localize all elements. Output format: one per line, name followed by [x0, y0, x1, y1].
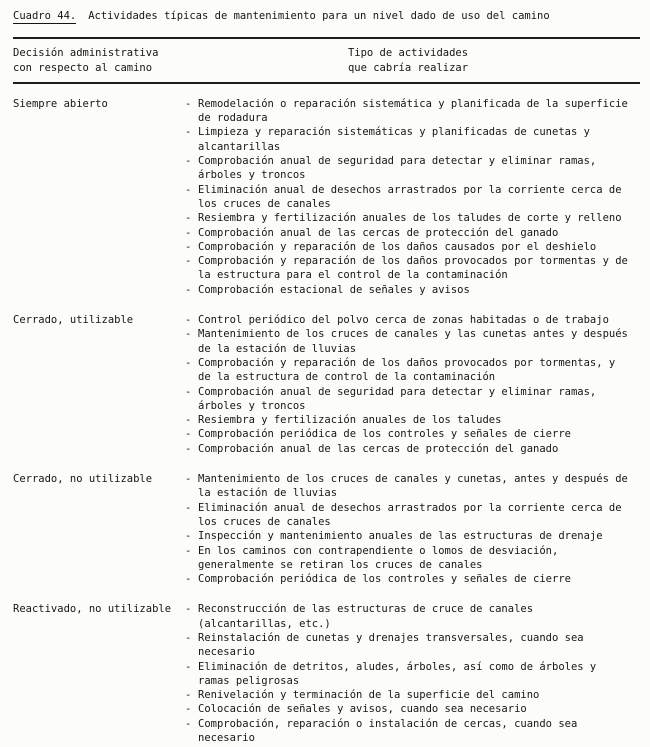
activity-text: Control periódico del polvo cerca de zonas habitadas o de trabajo — [198, 314, 609, 327]
activity-item — [185, 688, 640, 702]
activity-item — [185, 125, 640, 154]
activity-text: Comprobación, reparación o instalación de cercas, cuando sea necesario — [198, 717, 578, 745]
decision-label: Cerrado, no utilizable — [13, 473, 153, 486]
activity-text: Comprobación y reparación de los daños provocados por tormentas y de la estructura para el control de la contaminación — [198, 255, 628, 282]
activity-item — [185, 544, 640, 573]
activity-text: En los caminos con contrapendiente o lomos de desviación, generalmente se retiran los cruces de canales — [198, 544, 559, 571]
activity-text: Mantenimiento de los cruces de canales y las cunetas antes y después de la estación de lluvias — [198, 328, 628, 355]
column-header-decision — [13, 46, 185, 75]
activity-text: Comprobación anual de las cercas de protección del ganado — [198, 442, 559, 455]
activity-text: Colocación de señales y avisos, cuando sea necesario — [198, 703, 527, 716]
bullet-dash: - — [185, 414, 192, 427]
activity-item — [185, 602, 640, 631]
activity-item — [185, 327, 640, 356]
activity-item — [185, 254, 640, 283]
activity-text: Comprobación y reparación de los daños causados por el deshielo — [198, 240, 597, 253]
activity-text: Comprobación periódica de los controles y señales de cierre — [198, 428, 571, 441]
bullet-dash: - — [185, 385, 192, 398]
activity-item — [185, 472, 640, 501]
bullet-dash: - — [185, 631, 192, 644]
activity-text: Limpieza y reparación sistemáticas y planificadas de cunetas y alcantarillas — [198, 126, 590, 153]
bullet-dash: - — [185, 717, 192, 730]
activity-item — [185, 313, 640, 327]
activity-item — [185, 183, 640, 212]
bullet-dash: - — [185, 442, 192, 455]
activity-item — [185, 442, 640, 456]
bullet-dash: - — [185, 283, 192, 296]
activity-item — [185, 529, 640, 543]
activity-text: Remodelación o reparación sistemática y planificada de la superficie de rodadura — [198, 97, 628, 125]
activity-text: Reconstrucción de las estructuras de cruce de canales (alcantarillas, etc.) — [198, 603, 534, 630]
activity-text: Eliminación anual de desechos arrastrados por la corriente cerca de los cruces de canales — [198, 183, 622, 210]
activity-item — [185, 660, 640, 689]
activity-item — [185, 631, 640, 660]
table-row — [13, 472, 640, 586]
bullet-dash: - — [185, 501, 192, 514]
bullet-dash: - — [185, 97, 192, 110]
bullet-dash: - — [185, 212, 192, 225]
column-header-activities-line1: Tipo de actividades — [347, 47, 469, 60]
bullet-dash: - — [185, 183, 192, 196]
activity-text: Comprobación anual de las cercas de protección del ganado — [198, 226, 559, 239]
activity-item — [185, 385, 640, 414]
top-rule — [13, 37, 640, 39]
bullet-dash: - — [185, 689, 192, 702]
header-rule — [13, 82, 640, 84]
activity-item — [185, 226, 640, 240]
column-header-decision-line1: Decisión administrativa — [13, 47, 159, 60]
table-row — [13, 602, 640, 745]
activity-item — [185, 427, 640, 441]
bullet-dash: - — [185, 226, 192, 239]
bullet-dash: - — [185, 660, 192, 673]
activity-text: Comprobación anual de seguridad para detectar y eliminar ramas, árboles y troncos — [198, 385, 597, 412]
bullet-dash: - — [185, 428, 192, 441]
activity-text: Inspección y mantenimiento anuales de las estructuras de drenaje — [198, 530, 603, 543]
decision-label: Siempre abierto — [13, 97, 108, 110]
activity-item — [185, 702, 640, 716]
table-title — [13, 9, 640, 23]
bullet-dash: - — [185, 473, 192, 486]
bullet-dash: - — [185, 314, 192, 327]
activity-text: Comprobación y reparación de los daños provocados por tormentas, y de la estructura de control de la contaminación — [198, 356, 616, 384]
activities-list — [185, 97, 640, 297]
bullet-dash: - — [185, 573, 192, 586]
table-title-text: Actividades típicas de mantenimiento para un nivel dado de uso del camino — [88, 10, 550, 22]
bullet-dash: - — [185, 703, 192, 716]
activity-item — [185, 211, 640, 225]
activity-text: Comprobación periódica de los controles y señales de cierre — [198, 573, 571, 586]
bullet-dash: - — [185, 603, 192, 616]
activity-item — [185, 413, 640, 427]
bullet-dash: - — [185, 530, 192, 543]
activity-item — [185, 240, 640, 254]
activity-item — [185, 97, 640, 126]
activity-item — [185, 154, 640, 183]
bullet-dash: - — [185, 240, 192, 253]
activity-text: Reinstalación de cunetas y drenajes transversales, cuando sea necesario — [198, 631, 584, 659]
activity-text: Comprobación anual de seguridad para detectar y eliminar ramas, árboles y troncos — [198, 155, 597, 182]
bullet-dash: - — [185, 328, 192, 341]
column-header-activities-line2: que cabría realizar — [347, 61, 469, 74]
activity-item — [185, 356, 640, 385]
table-body — [13, 97, 640, 745]
table-title-label: Cuadro 44. — [13, 10, 77, 22]
activity-item — [185, 283, 640, 297]
activities-list — [185, 472, 640, 586]
table-header — [13, 46, 640, 75]
decision-label: Reactivado, no utilizable — [13, 603, 172, 616]
activities-list — [185, 602, 640, 745]
bullet-dash: - — [185, 356, 192, 369]
activity-item — [185, 572, 640, 586]
activity-text: Mantenimiento de los cruces de canales y cunetas, antes y después de la estación de lluvias — [198, 473, 628, 500]
activity-item — [185, 501, 640, 530]
activity-item — [185, 717, 640, 746]
activity-text: Resiembra y fertilización anuales de los taludes de corte y relleno — [198, 212, 622, 225]
activity-text: Comprobación estacional de señales y avisos — [198, 283, 470, 296]
table-row — [13, 97, 640, 297]
activities-list — [185, 313, 640, 456]
column-header-decision-line2: con respecto al camino — [13, 61, 153, 74]
activity-text: Resiembra y fertilización anuales de los taludes — [198, 414, 502, 427]
activity-text: Eliminación de detritos, aludes, árboles, así como de árboles y ramas peligrosas — [198, 660, 597, 687]
bullet-dash: - — [185, 255, 192, 268]
bullet-dash: - — [185, 155, 192, 168]
column-header-activities — [185, 46, 631, 75]
bullet-dash: - — [185, 544, 192, 557]
activity-text: Renivelación y terminación de la superficie del camino — [198, 689, 540, 702]
activity-text: Eliminación anual de desechos arrastrados por la corriente cerca de los cruces de canales — [198, 501, 622, 528]
decision-label: Cerrado, utilizable — [13, 314, 134, 327]
bullet-dash: - — [185, 126, 192, 139]
table-row — [13, 313, 640, 456]
